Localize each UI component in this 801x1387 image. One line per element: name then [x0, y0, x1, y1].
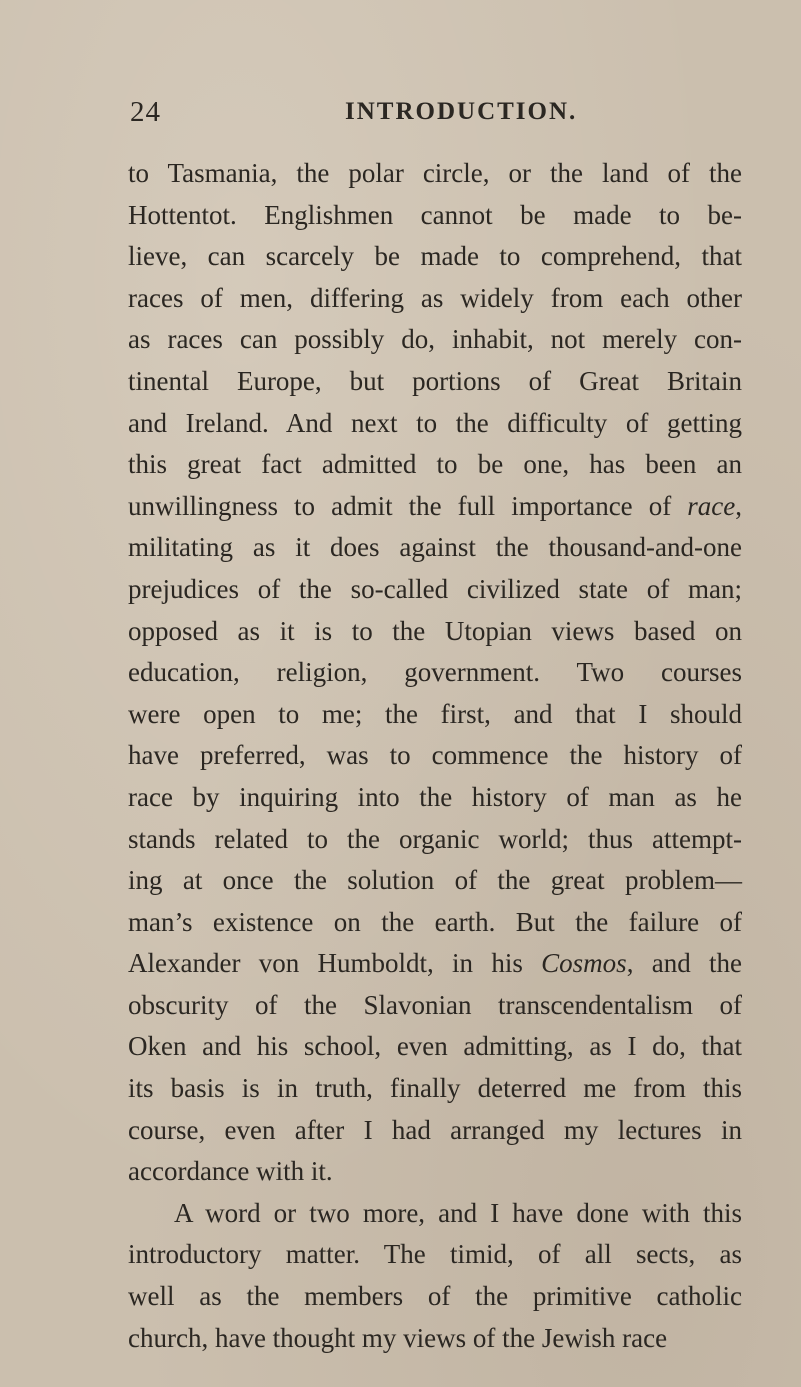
text-segment: , and the	[626, 948, 742, 979]
body-text	[128, 153, 742, 1359]
text-segment: opposed as it is to the Utopian views based on	[128, 615, 742, 646]
text-segment: militating as it does against the thousand-and-one	[128, 532, 742, 563]
text-line	[128, 694, 742, 736]
text-line	[128, 611, 742, 653]
text-segment: course, even after I had arranged my lectures in	[128, 1114, 742, 1145]
text-line	[128, 319, 742, 361]
text-segment: obscurity of the Slavonian transcendentalism of	[128, 989, 742, 1020]
text-line	[128, 278, 742, 320]
text-segment: Alexander von Humboldt, in his	[128, 948, 542, 979]
text-segment: A word or two more, and I have done with this	[174, 1197, 742, 1228]
text-segment: stands related to the organic world; thus attempt-	[128, 823, 742, 854]
text-segment: prejudices of the so-called civilized state of man;	[128, 573, 742, 604]
text-segment: races of men, differing as widely from each other	[128, 282, 742, 313]
text-line	[128, 1110, 742, 1152]
text-segment: race by inquiring into the history of man as he	[128, 781, 742, 812]
text-segment: ing at once the solution of the great problem—	[128, 865, 742, 896]
text-line	[128, 486, 742, 528]
text-line	[128, 195, 742, 237]
italic-text: race	[687, 490, 736, 521]
text-line	[128, 361, 742, 403]
text-line	[128, 1234, 742, 1276]
text-line	[128, 1068, 742, 1110]
page-number: 24	[130, 96, 161, 128]
text-segment: ,	[735, 490, 742, 521]
text-segment: accordance with it.	[128, 1156, 333, 1187]
text-segment: to Tasmania, the polar circle, or the land of the	[128, 158, 742, 188]
text-segment: Hottentot. Englishmen cannot be made to be-	[128, 199, 742, 230]
text-line	[128, 735, 742, 777]
text-segment: its basis is in truth, finally deterred me from this	[128, 1073, 742, 1104]
text-segment: man’s existence on the earth. But the failure of	[128, 906, 742, 937]
text-segment: education, religion, government. Two courses	[128, 657, 742, 688]
text-segment: unwillingness to admit the full importance of	[128, 490, 688, 521]
text-line	[128, 236, 742, 278]
text-line	[128, 153, 742, 195]
text-line	[128, 777, 742, 819]
running-head: INTRODUCTION.	[345, 98, 578, 125]
text-line	[128, 1318, 742, 1360]
text-line	[128, 1276, 742, 1318]
text-segment: well as the members of the primitive catholic	[128, 1281, 742, 1312]
text-line	[128, 985, 742, 1027]
text-line	[128, 902, 742, 944]
text-line	[128, 1193, 742, 1235]
text-line	[128, 403, 742, 445]
text-line	[128, 860, 742, 902]
text-line	[128, 527, 742, 569]
text-line	[128, 1026, 742, 1068]
text-line	[128, 943, 742, 985]
text-segment: were open to me; the first, and that I should	[128, 698, 742, 729]
text-segment: church, have thought my views of the Jewish race	[128, 1322, 668, 1353]
text-segment: lieve, can scarcely be made to comprehend, that	[128, 241, 742, 272]
text-segment: this great fact admitted to be one, has been an	[128, 449, 742, 480]
page-header	[0, 92, 801, 132]
text-segment: have preferred, was to commence the history of	[128, 740, 742, 771]
text-line	[128, 569, 742, 611]
text-segment: introductory matter. The timid, of all sects, as	[128, 1239, 742, 1270]
text-line	[128, 652, 742, 694]
text-line	[128, 1151, 742, 1193]
text-segment: and Ireland. And next to the difficulty of getting	[128, 407, 742, 438]
text-line	[128, 444, 742, 486]
text-segment: as races can possibly do, inhabit, not merely con-	[128, 324, 742, 355]
text-segment: tinental Europe, but portions of Great Britain	[128, 365, 742, 396]
text-segment: Oken and his school, even admitting, as I do, that	[128, 1031, 742, 1062]
italic-text: Cosmos	[541, 948, 627, 979]
text-line	[128, 819, 742, 861]
